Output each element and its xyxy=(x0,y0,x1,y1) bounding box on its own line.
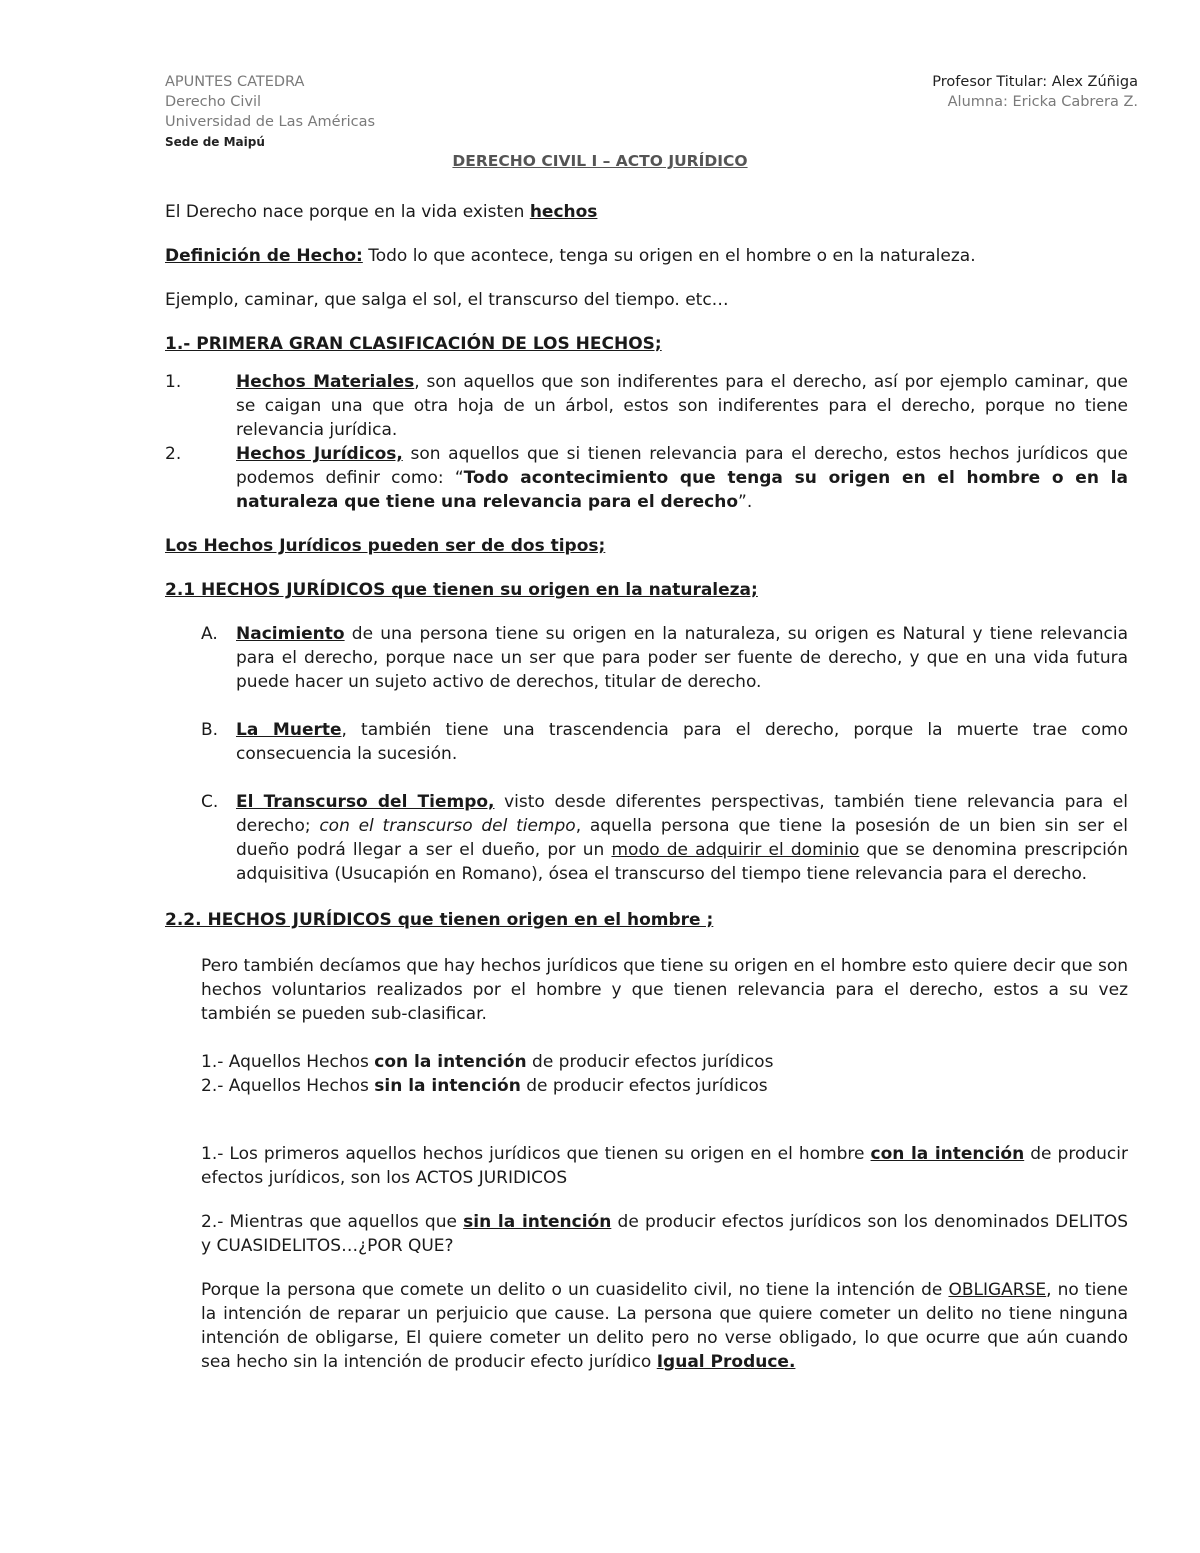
subtype-line-1 xyxy=(201,1050,1128,1074)
header-professor: Profesor Titular: Alex Zúñiga xyxy=(932,74,1138,90)
subtype-text: 2.- Aquellos Hechos xyxy=(201,1076,375,1096)
item-quote: Todo acontecimiento que tenga su origen en el hombre o en la naturaleza que tiene una relevancia para el derecho xyxy=(236,468,1128,512)
list-text: , aquella persona que tiene la posesión de un bien sin ser el dueño podrá llegar a ser el dueño, por un xyxy=(236,816,1128,860)
header-campus: Sede de Maipú xyxy=(165,135,265,149)
item-number: 1. xyxy=(165,372,182,392)
definition-line xyxy=(165,244,1128,268)
paragraph-emphasis: Igual Produce. xyxy=(656,1352,796,1372)
subtype-line-2 xyxy=(201,1074,1128,1098)
subtype-bold: con la intención xyxy=(374,1052,527,1072)
subtype-text: de producir efectos jurídicos xyxy=(520,1076,768,1096)
header-university: Universidad de Las Américas xyxy=(165,114,376,130)
section21-heading: 2.1 HECHOS JURÍDICOS que tienen su origen en la naturaleza; xyxy=(165,580,758,600)
list-term: La Muerte xyxy=(236,720,342,740)
list-term: Nacimiento xyxy=(236,624,345,644)
list-text: que se denomina prescripción adquisitiva (Usucapión en Romano), ósea el transcurso del tiempo tiene relevancia para el derecho. xyxy=(236,840,1128,884)
document-title: DERECHO CIVIL I – ACTO JURÍDICO xyxy=(452,152,748,170)
section21-list xyxy=(201,622,1128,886)
subtype-text: de producir efectos jurídicos xyxy=(526,1052,774,1072)
types-heading: Los Hechos Jurídicos pueden ser de dos tipos; xyxy=(165,536,606,556)
example-line: Ejemplo, caminar, que salga el sol, el transcurso del tiempo. etc… xyxy=(165,290,729,310)
item-text: son aquellos que si tienen relevancia para el derecho, estos hechos jurídicos que podemos definir como: “ xyxy=(236,444,1128,488)
list-letter: C. xyxy=(201,792,219,812)
item-term: Hechos Jurídicos, xyxy=(236,444,403,464)
paragraph-text: 1.- Los primeros aquellos hechos jurídicos que tienen su origen en el hombre xyxy=(201,1144,871,1164)
section1-item-1 xyxy=(165,370,1128,442)
intro-line xyxy=(165,200,1128,224)
explanation-paragraph xyxy=(201,1278,1128,1374)
list-item-b xyxy=(201,718,1128,766)
section1-item-2 xyxy=(165,442,1128,514)
definition-label: Definición de Hecho: xyxy=(165,246,363,266)
document-body xyxy=(165,200,1128,1374)
item-end: ”. xyxy=(738,492,753,512)
list-text: visto desde diferentes perspectivas, también tiene relevancia para el derecho; xyxy=(236,792,1128,836)
paragraph-underline: OBLIGARSE xyxy=(948,1280,1047,1300)
paragraph-text: de producir efectos jurídicos son los denominados DELITOS y CUASIDELITOS…¿POR QUE? xyxy=(201,1212,1129,1256)
list-term: El Transcurso del Tiempo, xyxy=(236,792,495,812)
paragraph-text: , no tiene la intención de reparar un perjuicio que cause. La persona que quiere cometer un delito no tiene ninguna intención de obligarse, El quiere cometer un delito pero no verse obligado, lo que ocurre que aún cuando sea hecho sin la intención de producir efecto jurídico xyxy=(201,1280,1128,1372)
subtype-bold: sin la intención xyxy=(374,1076,521,1096)
acts-paragraph xyxy=(201,1142,1128,1190)
list-underline: modo de adquirir el dominio xyxy=(611,840,860,860)
subtype-text: 1.- Aquellos Hechos xyxy=(201,1052,375,1072)
intro-keyword: hechos xyxy=(529,202,598,222)
item-term: Hechos Materiales xyxy=(236,372,415,392)
list-text: , también tiene una trascendencia para el derecho, porque la muerte trae como consecuencia la sucesión. xyxy=(236,720,1129,764)
header-student: Alumna: Ericka Cabrera Z. xyxy=(947,94,1138,110)
section1-heading: 1.- PRIMERA GRAN CLASIFICACIÓN DE LOS HECHOS; xyxy=(165,334,662,354)
list-italic: con el transcurso del tiempo xyxy=(319,816,576,836)
list-letter: A. xyxy=(201,624,218,644)
paragraph-text: Porque la persona que comete un delito o un cuasidelito civil, no tiene la intención de xyxy=(201,1280,949,1300)
intro-text: El Derecho nace porque en la vida existen xyxy=(165,202,530,222)
paragraph-emphasis: sin la intención xyxy=(463,1212,612,1232)
header-subject: Derecho Civil xyxy=(165,94,262,110)
paragraph-text: de producir efectos jurídicos, son los ACTOS JURIDICOS xyxy=(201,1144,1128,1188)
header-left xyxy=(165,72,375,152)
list-item-c xyxy=(201,790,1128,886)
paragraph-emphasis: con la intención xyxy=(870,1144,1025,1164)
section22-heading: 2.2. HECHOS JURÍDICOS que tienen origen en el hombre ; xyxy=(165,910,714,930)
definition-text: Todo lo que acontece, tenga su origen en el hombre o en la naturaleza. xyxy=(362,246,976,266)
header-course-notes: APUNTES CATEDRA xyxy=(165,74,305,90)
item-text: , son aquellos que son indiferentes para el derecho, así por ejemplo caminar, que se caigan una que otra hoja de un árbol, estos son indiferentes para el derecho, porque no tiene relevancia jurídica. xyxy=(236,372,1128,440)
list-text: de una persona tiene su origen en la naturaleza, su origen es Natural y tiene relevancia para el derecho, porque nace un ser que para poder ser fuente de derecho, y que en una vida futura puede hacer un sujeto activo de derechos, titular de derecho. xyxy=(236,624,1128,692)
item-number: 2. xyxy=(165,444,182,464)
list-letter: B. xyxy=(201,720,219,740)
list-item-a xyxy=(201,622,1128,694)
section22-body xyxy=(201,954,1128,1374)
section22-paragraph: Pero también decíamos que hay hechos jurídicos que tiene su origen en el hombre esto quiere decir que son hechos voluntarios realizados por el hombre y que tienen relevancia para el derecho, estos a su vez también se pueden sub-clasificar. xyxy=(201,956,1129,1024)
paragraph-text: 2.- Mientras que aquellos que xyxy=(201,1212,464,1232)
delicts-paragraph xyxy=(201,1210,1128,1258)
header-right xyxy=(932,72,1138,112)
